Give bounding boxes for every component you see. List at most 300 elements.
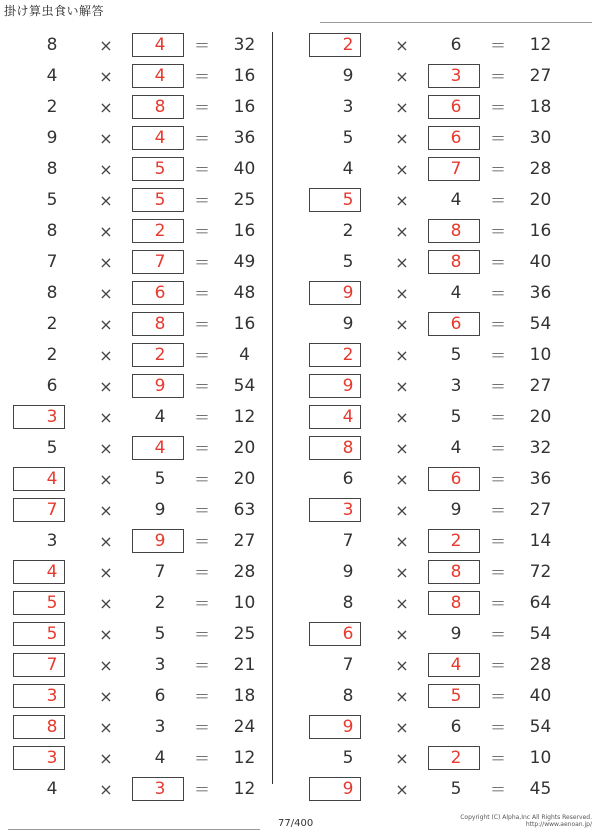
times-sign: × (395, 532, 409, 551)
equals-sign: ＝ (193, 253, 210, 272)
times-sign: × (395, 780, 409, 799)
multiplicand: 2 (46, 97, 58, 117)
equals-sign: ＝ (489, 780, 506, 799)
multiplier-answer-box: 5 (120, 185, 200, 216)
copyright-url: http://www.aenoan.jp/ (525, 821, 592, 828)
multiplicand-answer-box: 9 (308, 278, 388, 309)
product: 27 (233, 531, 256, 551)
equals-sign: ＝ (193, 408, 210, 427)
equation-row (12, 309, 292, 340)
times-sign: × (99, 687, 113, 706)
multiplier: 4 (154, 748, 166, 768)
equation-row (12, 123, 292, 154)
multiplicand: 2 (342, 221, 354, 241)
times-sign: × (395, 284, 409, 303)
equals-sign: ＝ (489, 98, 506, 117)
equation-row (308, 154, 588, 185)
times-sign: × (99, 98, 113, 117)
equation-row (308, 247, 588, 278)
product: 25 (233, 624, 256, 644)
product: 54 (529, 314, 552, 334)
product: 18 (233, 686, 256, 706)
equation-row (308, 650, 588, 681)
product: 36 (233, 128, 256, 148)
times-sign: × (99, 656, 113, 675)
times-sign: × (99, 284, 113, 303)
multiplicand-answer-box: 7 (12, 495, 92, 526)
equals-sign: ＝ (193, 439, 210, 458)
equals-sign: ＝ (489, 408, 506, 427)
equals-sign: ＝ (489, 718, 506, 737)
times-sign: × (99, 625, 113, 644)
bottom-rule (8, 829, 260, 830)
multiplicand: 6 (342, 469, 354, 489)
product: 54 (529, 717, 552, 737)
multiplier: 5 (154, 624, 166, 644)
times-sign: × (99, 160, 113, 179)
times-sign: × (99, 532, 113, 551)
product: 64 (529, 593, 552, 613)
times-sign: × (99, 36, 113, 55)
multiplicand-answer-box: 8 (12, 712, 92, 743)
equation-row (308, 216, 588, 247)
equation-row (12, 588, 292, 619)
multiplier: 9 (154, 500, 166, 520)
equals-sign: ＝ (193, 191, 210, 210)
multiplier: 4 (154, 407, 166, 427)
multiplicand-answer-box: 9 (308, 774, 388, 805)
product: 25 (233, 190, 256, 210)
times-sign: × (395, 253, 409, 272)
product: 54 (529, 624, 552, 644)
multiplicand: 5 (342, 748, 354, 768)
product: 40 (529, 252, 552, 272)
times-sign: × (395, 67, 409, 86)
product: 20 (233, 469, 256, 489)
product: 32 (233, 35, 256, 55)
multiplicand-answer-box: 2 (308, 30, 388, 61)
multiplier: 5 (154, 469, 166, 489)
equals-sign: ＝ (193, 470, 210, 489)
multiplier: 3 (450, 376, 462, 396)
times-sign: × (395, 594, 409, 613)
multiplicand: 5 (46, 190, 58, 210)
multiplicand: 8 (46, 159, 58, 179)
product: 16 (233, 314, 256, 334)
multiplier-answer-box: 8 (120, 92, 200, 123)
product: 49 (233, 252, 256, 272)
equation-row (12, 278, 292, 309)
times-sign: × (395, 718, 409, 737)
multiplicand: 9 (46, 128, 58, 148)
multiplicand: 3 (46, 531, 58, 551)
product: 40 (233, 159, 256, 179)
multiplicand-answer-box: 5 (12, 588, 92, 619)
multiplicand-answer-box: 4 (12, 464, 92, 495)
equation-row (308, 371, 588, 402)
equation-row (12, 340, 292, 371)
times-sign: × (395, 749, 409, 768)
equation-row (308, 185, 588, 216)
multiplier-answer-box: 8 (416, 247, 496, 278)
product: 40 (529, 686, 552, 706)
multiplicand-answer-box: 4 (12, 557, 92, 588)
multiplicand: 8 (342, 593, 354, 613)
equation-row (12, 712, 292, 743)
product: 63 (233, 500, 256, 520)
times-sign: × (99, 67, 113, 86)
equals-sign: ＝ (193, 98, 210, 117)
equation-row (308, 340, 588, 371)
equals-sign: ＝ (489, 346, 506, 365)
product: 16 (529, 221, 552, 241)
multiplicand: 5 (342, 252, 354, 272)
times-sign: × (395, 625, 409, 644)
times-sign: × (395, 439, 409, 458)
times-sign: × (99, 129, 113, 148)
times-sign: × (395, 315, 409, 334)
equals-sign: ＝ (489, 563, 506, 582)
multiplier-answer-box: 8 (416, 588, 496, 619)
equals-sign: ＝ (489, 315, 506, 334)
multiplier-answer-box: 2 (120, 216, 200, 247)
multiplier-answer-box: 6 (416, 464, 496, 495)
equals-sign: ＝ (193, 563, 210, 582)
multiplicand-answer-box: 7 (12, 650, 92, 681)
times-sign: × (99, 749, 113, 768)
equals-sign: ＝ (193, 780, 210, 799)
multiplier: 6 (154, 686, 166, 706)
product: 72 (529, 562, 552, 582)
times-sign: × (395, 656, 409, 675)
equation-row (12, 61, 292, 92)
product: 10 (233, 593, 256, 613)
equals-sign: ＝ (193, 656, 210, 675)
multiplicand: 4 (342, 159, 354, 179)
equals-sign: ＝ (489, 656, 506, 675)
multiplicand-answer-box: 9 (308, 371, 388, 402)
product: 18 (529, 97, 552, 117)
product: 12 (233, 407, 256, 427)
multiplier: 9 (450, 624, 462, 644)
multiplier: 5 (450, 407, 462, 427)
multiplicand-answer-box: 3 (12, 681, 92, 712)
equation-row (308, 309, 588, 340)
product: 30 (529, 128, 552, 148)
equation-row (308, 92, 588, 123)
equals-sign: ＝ (193, 501, 210, 520)
equation-row (308, 712, 588, 743)
equation-row (308, 30, 588, 61)
multiplicand-answer-box: 6 (308, 619, 388, 650)
multiplicand: 9 (342, 562, 354, 582)
equation-row (308, 774, 588, 805)
equals-sign: ＝ (489, 284, 506, 303)
times-sign: × (395, 501, 409, 520)
multiplier: 7 (154, 562, 166, 582)
times-sign: × (99, 780, 113, 799)
copyright-notice (460, 814, 592, 828)
top-rule (320, 22, 592, 23)
product: 16 (233, 66, 256, 86)
equals-sign: ＝ (193, 315, 210, 334)
equals-sign: ＝ (193, 687, 210, 706)
times-sign: × (395, 377, 409, 396)
product: 16 (233, 221, 256, 241)
equation-row (308, 588, 588, 619)
equals-sign: ＝ (489, 222, 506, 241)
equals-sign: ＝ (489, 129, 506, 148)
times-sign: × (395, 408, 409, 427)
equation-row (308, 278, 588, 309)
multiplier: 4 (450, 190, 462, 210)
multiplicand-answer-box: 5 (12, 619, 92, 650)
equals-sign: ＝ (489, 36, 506, 55)
multiplier-answer-box: 4 (120, 30, 200, 61)
equation-row (12, 557, 292, 588)
equals-sign: ＝ (489, 625, 506, 644)
equation-row (12, 154, 292, 185)
multiplicand: 4 (46, 66, 58, 86)
equals-sign: ＝ (193, 749, 210, 768)
product: 16 (233, 97, 256, 117)
multiplicand: 8 (46, 283, 58, 303)
equals-sign: ＝ (489, 594, 506, 613)
equation-row (12, 433, 292, 464)
equals-sign: ＝ (489, 377, 506, 396)
multiplier-answer-box: 6 (120, 278, 200, 309)
multiplicand: 9 (342, 66, 354, 86)
multiplicand-answer-box: 9 (308, 712, 388, 743)
times-sign: × (99, 222, 113, 241)
equation-row (308, 557, 588, 588)
times-sign: × (395, 470, 409, 489)
equation-row (12, 92, 292, 123)
times-sign: × (395, 563, 409, 582)
multiplier-answer-box: 2 (416, 743, 496, 774)
multiplier: 4 (450, 438, 462, 458)
multiplier: 9 (450, 500, 462, 520)
page-title: 掛け算虫食い解答 (4, 4, 105, 18)
multiplicand: 4 (46, 779, 58, 799)
multiplier-answer-box: 7 (416, 154, 496, 185)
equals-sign: ＝ (489, 749, 506, 768)
multiplier-answer-box: 4 (120, 433, 200, 464)
product: 48 (233, 283, 256, 303)
equation-row (308, 464, 588, 495)
times-sign: × (99, 470, 113, 489)
times-sign: × (99, 439, 113, 458)
times-sign: × (99, 718, 113, 737)
equals-sign: ＝ (193, 346, 210, 365)
times-sign: × (99, 191, 113, 210)
multiplier: 6 (450, 717, 462, 737)
equation-row (12, 526, 292, 557)
equation-row (12, 495, 292, 526)
multiplier: 5 (450, 779, 462, 799)
multiplier-answer-box: 8 (416, 557, 496, 588)
multiplicand-answer-box: 3 (12, 743, 92, 774)
times-sign: × (99, 408, 113, 427)
multiplicand: 8 (46, 221, 58, 241)
equation-row (308, 526, 588, 557)
equals-sign: ＝ (489, 253, 506, 272)
multiplicand-answer-box: 3 (12, 402, 92, 433)
product: 10 (529, 748, 552, 768)
times-sign: × (395, 129, 409, 148)
multiplicand-answer-box: 5 (308, 185, 388, 216)
equals-sign: ＝ (193, 377, 210, 396)
equals-sign: ＝ (193, 222, 210, 241)
product: 32 (529, 438, 552, 458)
product: 20 (233, 438, 256, 458)
product: 21 (233, 655, 256, 675)
equation-row (308, 619, 588, 650)
times-sign: × (395, 98, 409, 117)
multiplicand: 5 (46, 438, 58, 458)
product: 27 (529, 376, 552, 396)
equation-row (12, 30, 292, 61)
multiplicand: 8 (46, 35, 58, 55)
equation-row (308, 433, 588, 464)
multiplicand: 3 (342, 97, 354, 117)
multiplier-answer-box: 4 (120, 61, 200, 92)
multiplicand: 2 (46, 345, 58, 365)
multiplier-answer-box: 7 (120, 247, 200, 278)
multiplier-answer-box: 6 (416, 92, 496, 123)
equation-row (12, 216, 292, 247)
multiplier-answer-box: 3 (416, 61, 496, 92)
equals-sign: ＝ (489, 160, 506, 179)
product: 28 (529, 159, 552, 179)
multiplier: 3 (154, 655, 166, 675)
product: 28 (529, 655, 552, 675)
equation-row (308, 681, 588, 712)
multiplier: 2 (154, 593, 166, 613)
times-sign: × (395, 36, 409, 55)
multiplier-answer-box: 5 (120, 154, 200, 185)
times-sign: × (395, 160, 409, 179)
multiplicand: 9 (342, 314, 354, 334)
equals-sign: ＝ (489, 439, 506, 458)
problem-column-right (308, 30, 588, 805)
product: 54 (233, 376, 256, 396)
product: 36 (529, 283, 552, 303)
multiplicand-answer-box: 2 (308, 340, 388, 371)
equals-sign: ＝ (193, 67, 210, 86)
times-sign: × (395, 346, 409, 365)
equation-row (308, 61, 588, 92)
multiplier: 6 (450, 35, 462, 55)
page-number: 77/400 (278, 818, 314, 829)
multiplicand: 7 (46, 252, 58, 272)
product: 14 (529, 531, 552, 551)
multiplicand: 2 (46, 314, 58, 334)
equation-row (308, 123, 588, 154)
product: 12 (233, 748, 256, 768)
multiplier-answer-box: 9 (120, 371, 200, 402)
product: 36 (529, 469, 552, 489)
equals-sign: ＝ (489, 501, 506, 520)
equation-row (12, 247, 292, 278)
equals-sign: ＝ (489, 191, 506, 210)
multiplicand-answer-box: 4 (308, 402, 388, 433)
product: 45 (529, 779, 552, 799)
product: 20 (529, 407, 552, 427)
equals-sign: ＝ (193, 594, 210, 613)
multiplier-answer-box: 2 (120, 340, 200, 371)
multiplier: 4 (450, 283, 462, 303)
times-sign: × (99, 594, 113, 613)
multiplier-answer-box: 4 (416, 650, 496, 681)
equation-row (12, 619, 292, 650)
multiplier-answer-box: 6 (416, 123, 496, 154)
multiplicand: 6 (46, 376, 58, 396)
equals-sign: ＝ (489, 532, 506, 551)
product: 12 (233, 779, 256, 799)
product: 24 (233, 717, 256, 737)
copyright-line: Copyright (C) Alpha,Inc All Rights Reserved. (460, 814, 592, 821)
times-sign: × (395, 191, 409, 210)
times-sign: × (99, 346, 113, 365)
multiplier-answer-box: 6 (416, 309, 496, 340)
equation-row (308, 495, 588, 526)
multiplicand: 8 (342, 686, 354, 706)
product: 12 (529, 35, 552, 55)
times-sign: × (99, 253, 113, 272)
multiplier-answer-box: 8 (416, 216, 496, 247)
multiplier-answer-box: 9 (120, 526, 200, 557)
equation-row (12, 371, 292, 402)
multiplier-answer-box: 3 (120, 774, 200, 805)
multiplier: 5 (450, 345, 462, 365)
equals-sign: ＝ (193, 36, 210, 55)
equation-row (308, 743, 588, 774)
problem-column-left (12, 30, 292, 805)
equation-row (12, 681, 292, 712)
multiplier-answer-box: 4 (120, 123, 200, 154)
multiplicand-answer-box: 8 (308, 433, 388, 464)
times-sign: × (99, 563, 113, 582)
equation-row (12, 743, 292, 774)
multiplier-answer-box: 5 (416, 681, 496, 712)
times-sign: × (99, 315, 113, 334)
multiplier-answer-box: 2 (416, 526, 496, 557)
equals-sign: ＝ (193, 625, 210, 644)
multiplicand: 7 (342, 655, 354, 675)
multiplier-answer-box: 8 (120, 309, 200, 340)
equals-sign: ＝ (193, 532, 210, 551)
times-sign: × (395, 222, 409, 241)
product: 28 (233, 562, 256, 582)
equation-row (12, 402, 292, 433)
equals-sign: ＝ (193, 160, 210, 179)
equation-row (308, 402, 588, 433)
product: 20 (529, 190, 552, 210)
equation-row (12, 464, 292, 495)
times-sign: × (99, 501, 113, 520)
equation-row (12, 185, 292, 216)
equals-sign: ＝ (489, 687, 506, 706)
equals-sign: ＝ (193, 718, 210, 737)
equals-sign: ＝ (489, 67, 506, 86)
equals-sign: ＝ (489, 470, 506, 489)
multiplier: 3 (154, 717, 166, 737)
multiplicand: 7 (342, 531, 354, 551)
product: 10 (529, 345, 552, 365)
times-sign: × (99, 377, 113, 396)
multiplicand-answer-box: 3 (308, 495, 388, 526)
